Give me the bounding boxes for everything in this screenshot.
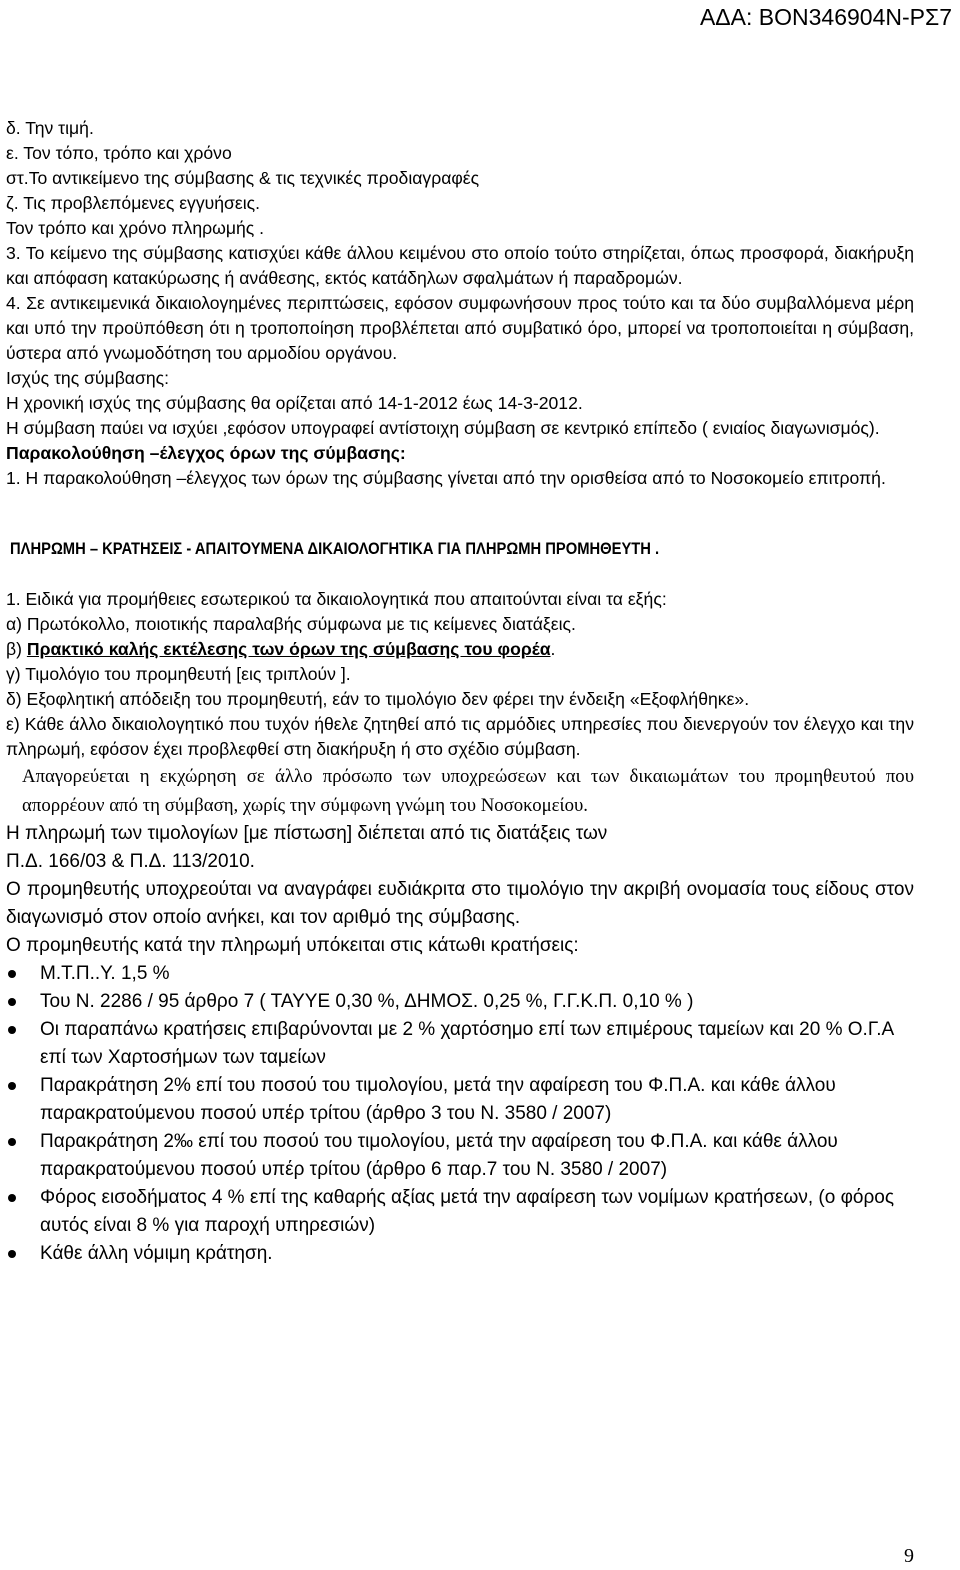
list-item-text: Μ.Τ.Π..Υ. 1,5 % bbox=[40, 963, 170, 984]
page-number: 9 bbox=[904, 1545, 914, 1567]
payment-heading: ΠΛΗΡΩΜΗ – ΚΡΑΤΗΣΕΙΣ - ΑΠΑΙΤΟΥΜΕΝΑ ΔΙΚΑΙΟΛΟΓΗΤΙΚΑ ΓΙΑ ΠΛΗΡΩΜΗ ΠΡΟΜΗΘΕΥΤΗ . bbox=[10, 540, 660, 558]
list-item bbox=[6, 988, 914, 1016]
list-item-text: Φόρος εισοδήματος 4 % επί της καθαρής αξίας μετά την αφαίρεση των νομίμων κρατήσεων, (ο φόρος αυτός είναι 8 % για παροχή υπηρεσιών) bbox=[40, 1187, 895, 1236]
line-subject: στ.Το αντικείμενο της σύμβασης & τις τεχνικές προδιαγραφές bbox=[6, 168, 480, 188]
bullet-icon bbox=[8, 1250, 16, 1258]
validity-label: Ισχύς της σύμβασης: bbox=[6, 368, 169, 388]
line-guarantees: ζ. Τις προβλεπόμενες εγγυήσεις. bbox=[6, 193, 261, 213]
paragraph-3: 3. Το κείμενο της σύμβασης κατισχύει κάθε άλλου κειμένου στο οποίο τούτο στηρίζεται, όπως προσφορά, διακήρυξη και απόφαση κατακύρωσης ή ανάθεσης, εκτός κατάδηλων σφαλμάτων ή παραδρομών. bbox=[6, 243, 914, 288]
bullet-icon bbox=[8, 1026, 16, 1034]
supplier-obligation: Ο προμηθευτής υποχρεούται να αναγράφει ευδιάκριτα στο τιμολόγιο την ακριβή ονομασία τους είδους στον διαγωνισμό στον οποίο ανήκει, και τον αριθμό της σύμβασης. bbox=[6, 879, 914, 928]
monitoring-label: Παρακολούθηση –έλεγχος όρων της σύμβασης: bbox=[6, 443, 406, 463]
bullet-icon bbox=[8, 1194, 16, 1202]
presidential-decrees: Π.Δ. 166/03 & Π.Δ. 113/2010. bbox=[6, 851, 255, 872]
list-item bbox=[6, 1184, 914, 1240]
list-item-text: Κάθε άλλη νόμιμη κράτηση. bbox=[40, 1243, 273, 1264]
bullet-icon bbox=[8, 998, 16, 1006]
list-item bbox=[6, 960, 914, 988]
document-b-suffix: . bbox=[550, 639, 556, 659]
validity-text-2: Η σύμβαση παύει να ισχύει ,εφόσον υπογραφεί αντίστοιχη σύμβαση σε κεντρικό επίπεδο ( ενιαίος διαγωνισμός). bbox=[6, 418, 880, 438]
line-place: ε. Τον τόπο, τρόπο και χρόνο bbox=[6, 143, 232, 163]
withholdings-intro: Ο προμηθευτής κατά την πληρωμή υπόκειται στις κάτωθι κρατήσεις: bbox=[6, 935, 579, 956]
list-item bbox=[6, 1072, 914, 1128]
bullet-icon bbox=[8, 1082, 16, 1090]
document-d: δ) Εξοφλητική απόδειξη του προμηθευτή, εάν το τιμολόγιο δεν φέρει την ένδειξη «Εξοφλήθηκε». bbox=[6, 689, 750, 709]
bullet-icon bbox=[8, 1138, 16, 1146]
line-payment-method: Τον τρόπο και χρόνο πληρωμής . bbox=[6, 218, 265, 238]
document-a: α) Πρωτόκολλο, ποιοτικής παραλαβής σύμφωνα με τις κείμενες διατάξεις. bbox=[6, 614, 576, 634]
line-price: δ. Την τιμή. bbox=[6, 118, 94, 138]
paragraph-4: 4. Σε αντικειμενικά δικαιολογημένες περιπτώσεις, εφόσον συμφωνήσουν προς τούτο και τα δύο συμβαλλόμενα μέρη και υπό την προϋπόθεση ότι η τροποποίηση προβλέπεται από συμβατικό όρο, μπορεί να τροποποιείται η σύμβαση, ύστερα από γνωμοδότηση του αρμοδίου οργάνου. bbox=[6, 293, 914, 363]
list-item bbox=[6, 1128, 914, 1184]
documents-intro: 1. Ειδικά για προμήθειες εσωτερικού τα δικαιολογητικά που απαιτούνται είναι τα εξής: bbox=[6, 589, 667, 609]
bullet-icon bbox=[8, 970, 16, 978]
document-b bbox=[6, 637, 914, 662]
invoice-rule: Η πληρωμή των τιμολογίων [με πίστωση] διέπεται από τις διατάξεις των bbox=[6, 823, 608, 844]
monitoring-text: 1. Η παρακολούθηση –έλεγχος των όρων της σύμβασης γίνεται από την ορισθείσα από το Νοσοκομείο επιτροπή. bbox=[6, 468, 886, 488]
withholdings-list bbox=[6, 960, 914, 1268]
document-b-prefix: β) bbox=[6, 639, 27, 659]
list-item-text: Παρακράτηση 2% επί του ποσού του τιμολογίου, μετά την αφαίρεση του Φ.Π.Α. και κάθε άλλου παρακρατούμενου ποσού υπέρ τρίτου (άρθρο 3 του Ν. 3580 / 2007) bbox=[40, 1075, 836, 1124]
document-c: γ) Τιμολόγιο του προμηθευτή [εις τριπλούν ]. bbox=[6, 664, 351, 684]
list-item bbox=[6, 1016, 914, 1072]
document-b-text: Πρακτικό καλής εκτέλεσης των όρων της σύμβασης του φορέα bbox=[26, 639, 551, 659]
validity-text: Η χρονική ισχύς της σύμβασης θα ορίζεται από 14-1-2012 έως 14-3-2012. bbox=[6, 393, 583, 413]
document-e: ε) Κάθε άλλο δικαιολογητικό που τυχόν ήθελε ζητηθεί από τις αρμόδιες υπηρεσίες που διενεργούν τον έλεγχο και την πληρωμή, εφόσον έχει προβλεφθεί στη διακήρυξη ή στο σχέδιο σύμβαση. bbox=[6, 714, 914, 759]
ada-code: ΑΔΑ: ΒΟΝ346904Ν-ΡΣ7 bbox=[699, 4, 952, 30]
document-body bbox=[6, 116, 914, 1268]
list-item-text: Του Ν. 2286 / 95 άρθρο 7 ( ΤΑΥΥΕ 0,30 %, ΔΗΜΟΣ. 0,25 %, Γ.Γ.Κ.Π. 0,10 % ) bbox=[40, 991, 694, 1012]
list-item bbox=[6, 1240, 914, 1268]
list-item-text: Οι παραπάνω κρατήσεις επιβαρύνονται με 2 % χαρτόσημο επί των επιμέρους ταμείων και 20 % Ο.Γ.Α επί των Χαρτοσήμων των ταμείων bbox=[40, 1019, 894, 1068]
list-item-text: Παρακράτηση 2‰ επί του ποσού του τιμολογίου, μετά την αφαίρεση του Φ.Π.Α. και κάθε άλλου παρακρατούμενου ποσού υπέρ τρίτου (άρθρο 6 παρ.7 του Ν. 3580 / 2007) bbox=[40, 1131, 838, 1180]
prohibition-text: Απαγορεύεται η εκχώρηση σε άλλο πρόσωπο των υποχρεώσεων και των δικαιωμάτων του προμηθευτού που απορρέουν από τη σύμβαση, χωρίς την σύμφωνη γνώμη του Νοσοκομείου. bbox=[22, 766, 914, 816]
